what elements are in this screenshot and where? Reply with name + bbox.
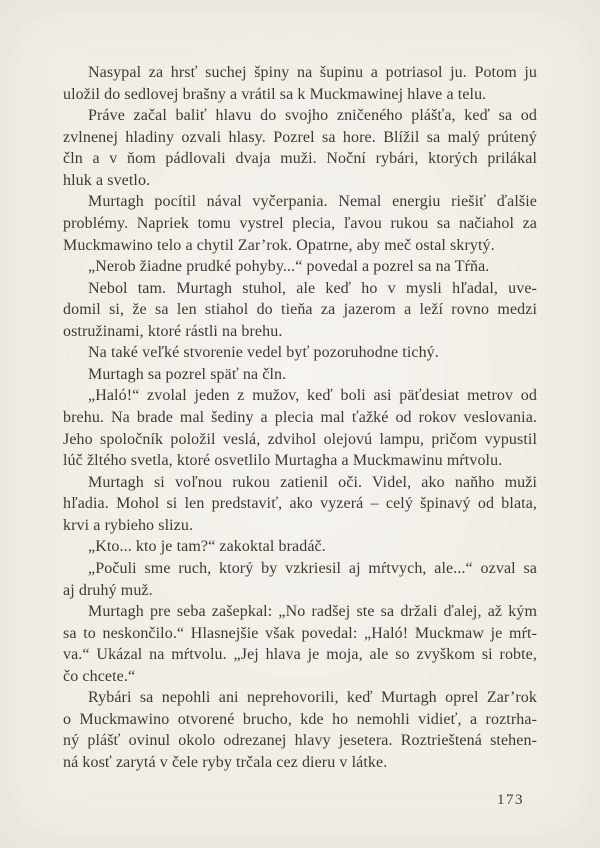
paragraph — [63, 536, 537, 558]
text-line — [63, 558, 537, 580]
text-line-content: ný plášť ovinul okolo odrezanej hlavy jesetera. Roztrieštená stehen- — [63, 732, 537, 750]
text-line-content: problémy. Napriek tomu vystrel plecia, ľavou rukou sa načiahol za — [63, 214, 537, 232]
text-line — [63, 407, 537, 429]
text-line — [63, 623, 537, 645]
text-line — [63, 105, 537, 127]
text-line — [63, 580, 537, 602]
text-line-content: Práve začal baliť hlavu do svojho zničeného plášťa, keď sa od — [88, 107, 537, 125]
text-line — [63, 299, 537, 321]
paragraph — [63, 256, 537, 278]
text-line-content: Murtagh pocítil nával vyčerpania. Nemal energiu riešiť ďalšie — [88, 193, 537, 211]
text-line-content: sa to neskončilo.“ Hlasnejšie však povedal: „Haló! Muckmaw je mŕt- — [63, 624, 537, 642]
text-line — [63, 601, 537, 623]
text-line — [63, 213, 537, 235]
text-line-content: domil si, že sa len stiahol do tieňa za jazerom a leží rovno medzi — [63, 301, 537, 319]
text-line — [63, 687, 537, 709]
text-line-content: lúč žltého svetla, ktoré osvetlilo Murtagha a Muckmawinu mŕtvolu. — [63, 452, 503, 470]
text-line — [63, 536, 537, 558]
page-number: 173 — [497, 792, 524, 808]
page-text — [63, 62, 537, 774]
text-line — [63, 515, 537, 537]
paragraph — [63, 191, 537, 256]
text-line-content: krvi a rybieho slizu. — [63, 516, 194, 534]
text-line-content: Muckmawino telo a chytil Zar’rok. Opatrne, aby meč ostal skrytý. — [63, 236, 495, 254]
text-line-content: va.“ Ukázal na mŕtvolu. „Jej hlava je moja, ale so zvyškom si robte, — [63, 646, 537, 664]
text-line-content: Na také veľké stvorenie vedel byť pozoruhodne tichý. — [88, 344, 439, 362]
text-line — [63, 364, 537, 386]
text-line-content: „Nerob žiadne prudké pohyby...“ povedal a pozrel sa na Tŕňa. — [88, 258, 490, 276]
text-line-content: ostružinami, ktoré rástli na brehu. — [63, 322, 283, 340]
text-line — [63, 170, 537, 192]
text-line — [63, 256, 537, 278]
paragraph — [63, 558, 537, 601]
text-line — [63, 62, 537, 84]
text-line — [63, 752, 537, 774]
text-line — [63, 148, 537, 170]
text-line — [63, 644, 537, 666]
paragraph — [63, 687, 537, 773]
paragraph — [63, 385, 537, 471]
text-line-content: o Muckmawino otvorené brucho, kde ho nemohli vidieť, a roztrha- — [63, 710, 537, 728]
text-line — [63, 493, 537, 515]
text-line — [63, 278, 537, 300]
text-line-content: Murtagh sa pozrel späť na čln. — [88, 365, 287, 383]
text-line — [63, 472, 537, 494]
text-line — [63, 191, 537, 213]
text-line-content: čo chcete.“ — [63, 667, 136, 685]
paragraph — [63, 342, 537, 364]
text-line-content: Murtagh si voľnou rukou zatienil oči. Videl, ako naňho muži — [88, 473, 537, 491]
text-line-content: brehu. Na brade mal šediny a plecia mal ťažké od rokov veslovania. — [63, 409, 537, 426]
text-line-content: uložil do sedlovej brašny a vrátil sa k Muckmawinej hlave a telu. — [63, 85, 487, 103]
text-line-content: Jeho spoločník položil veslá, zdvihol olejovú lampu, pričom vypustil — [63, 430, 537, 448]
text-line-content: hľadia. Mohol si len predstaviť, ako vyzerá – celý špinavý od blata, — [63, 495, 537, 513]
text-line-content: Rybári sa nepohli ani neprehovorili, keď Murtagh oprel Zar’rok — [88, 689, 537, 707]
text-line — [63, 450, 537, 472]
text-line — [63, 342, 537, 364]
paragraph — [63, 62, 537, 105]
paragraph — [63, 472, 537, 537]
text-line — [63, 429, 537, 451]
text-line — [63, 127, 537, 149]
text-line-content: Nasypal za hrsť suchej špiny na šupinu a potriasol ju. Potom ju — [88, 64, 537, 81]
text-line-content: „Počuli sme ruch, ktorý by vzkriesil aj mŕtvych, ale...“ ozval sa — [88, 559, 537, 577]
text-line — [63, 709, 537, 731]
text-line-content: Nebol tam. Murtagh stuhol, ale keď ho v mysli hľadal, uve- — [88, 279, 537, 297]
text-line — [63, 235, 537, 257]
text-line-content: zvlnenej hladiny ozvali hlasy. Pozrel sa hore. Blížil sa malý prútený — [63, 128, 537, 146]
paragraph — [63, 601, 537, 687]
text-line-content: „Kto... kto je tam?“ zakoktal bradáč. — [88, 538, 326, 556]
text-line — [63, 730, 537, 752]
text-line — [63, 321, 537, 343]
paragraph — [63, 364, 537, 386]
paragraph — [63, 278, 537, 343]
text-line-content: aj druhý muž. — [63, 581, 153, 599]
text-line-content: „Haló!“ zvolal jeden z mužov, keď boli asi päťdesiat metrov od — [88, 387, 537, 405]
text-line — [63, 84, 537, 106]
text-line-content: hluk a svetlo. — [63, 171, 151, 189]
text-line-content: Murtagh pre seba zašepkal: „No radšej ste sa držali ďalej, až kým — [88, 603, 537, 621]
text-line — [63, 385, 537, 407]
text-line — [63, 666, 537, 688]
text-line-content: čln a v ňom pádlovali dvaja muži. Noční rybári, ktorých prilákal — [63, 150, 537, 168]
text-line-content: ná kosť zarytá v čele ryby trčala cez dieru v látke. — [63, 754, 388, 771]
paragraph — [63, 105, 537, 191]
